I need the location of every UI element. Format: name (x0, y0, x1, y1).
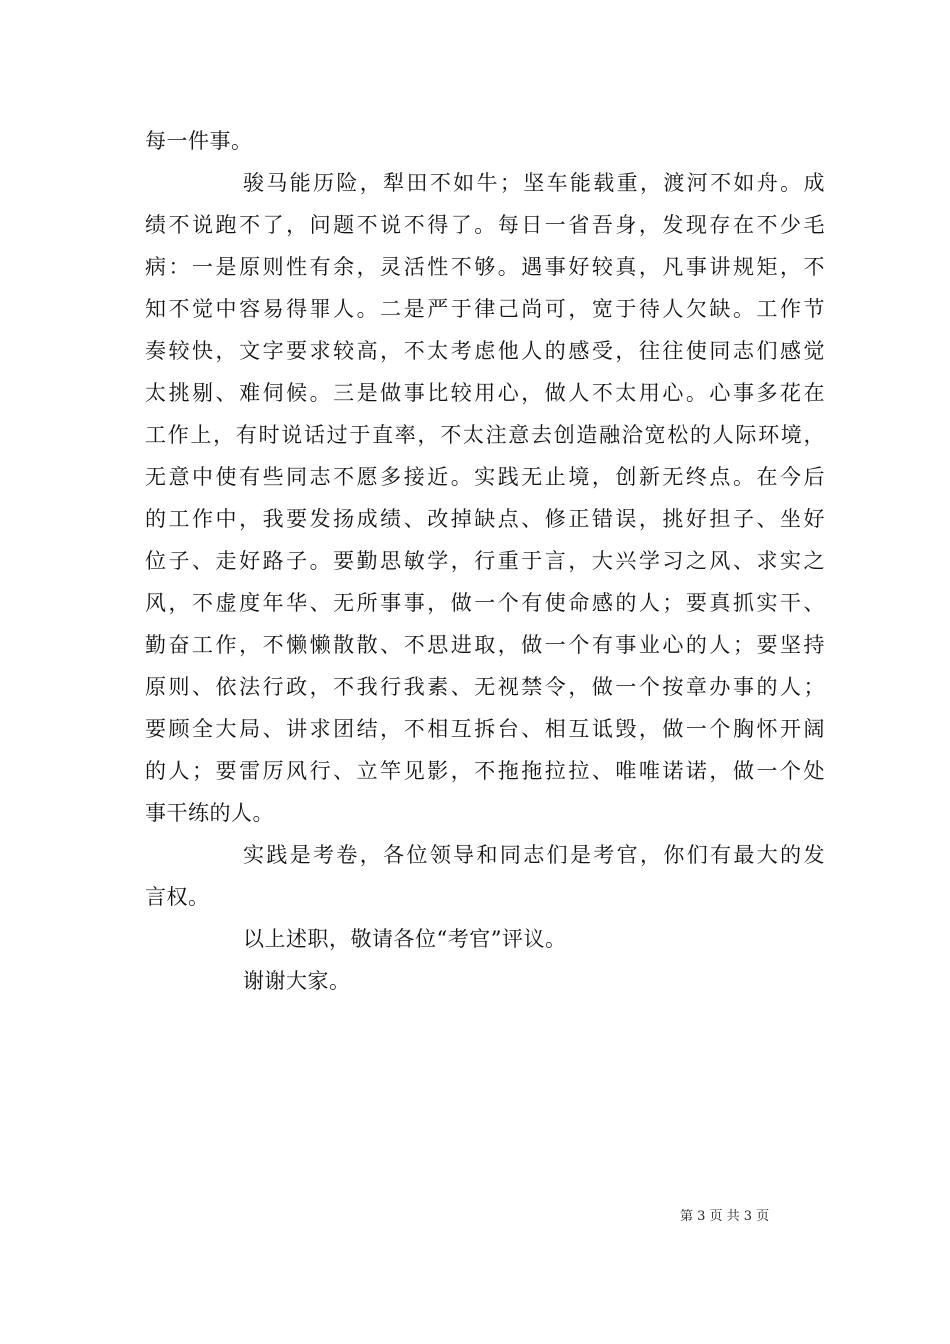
text-line: 工作上，有时说话过于直率，不太注意去创造融洽宽松的人际环境， (145, 423, 825, 447)
text-line: 风，不虚度年华、无所事事，做一个有使命感的人；要真抓实干、 (145, 591, 825, 615)
text-line: 实践是考卷，各位领导和同志们是考官，你们有最大的发 (243, 843, 825, 867)
text-line: 的工作中，我要发扬成绩、改掉缺点、修正错误，挑好担子、坐好 (145, 507, 825, 531)
text-line: 的人；要雷厉风行、立竿见影，不拖拖拉拉、唯唯诺诺，做一个处 (145, 759, 825, 783)
text-line: 要顾全大局、讲求团结，不相互拆台、相互诋毁，做一个胸怀开阔 (145, 717, 825, 741)
text-line: 奏较快，文字要求较高，不太考虑他人的感受，往往使同志们感觉 (145, 339, 825, 363)
text-line: 言权。 (145, 885, 210, 909)
text-line: 谢谢大家。 (243, 969, 351, 993)
text-line: 骏马能历险，犁田不如牛；坚车能载重，渡河不如舟。成 (243, 171, 825, 195)
text-line: 太挑剔、难伺候。三是做事比较用心，做人不太用心。心事多花在 (145, 381, 825, 405)
text-line: 无意中使有些同志不愿多接近。实践无止境，创新无终点。在今后 (145, 465, 825, 489)
text-line: 以上述职，敬请各位“考官”评议。 (243, 927, 567, 951)
text-line: 每一件事。 (145, 129, 253, 153)
text-line: 勤奋工作，不懒懒散散、不思进取，做一个有事业心的人；要坚持 (145, 633, 825, 657)
text-line: 原则、依法行政，不我行我素、无视禁令，做一个按章办事的人； (145, 675, 825, 699)
page-footer: 第 3 页 共 3 页 (680, 1209, 770, 1224)
text-line: 知不觉中容易得罪人。二是严于律己尚可，宽于待人欠缺。工作节 (145, 297, 825, 321)
text-line: 事干练的人。 (145, 801, 274, 825)
text-line: 病：一是原则性有余，灵活性不够。遇事好较真，凡事讲规矩，不 (145, 255, 825, 279)
text-line: 位子、走好路子。要勤思敏学，行重于言，大兴学习之风、求实之 (145, 549, 825, 573)
text-line: 绩不说跑不了，问题不说不得了。每日一省吾身，发现存在不少毛 (145, 213, 825, 237)
body-text (145, 120, 825, 1002)
